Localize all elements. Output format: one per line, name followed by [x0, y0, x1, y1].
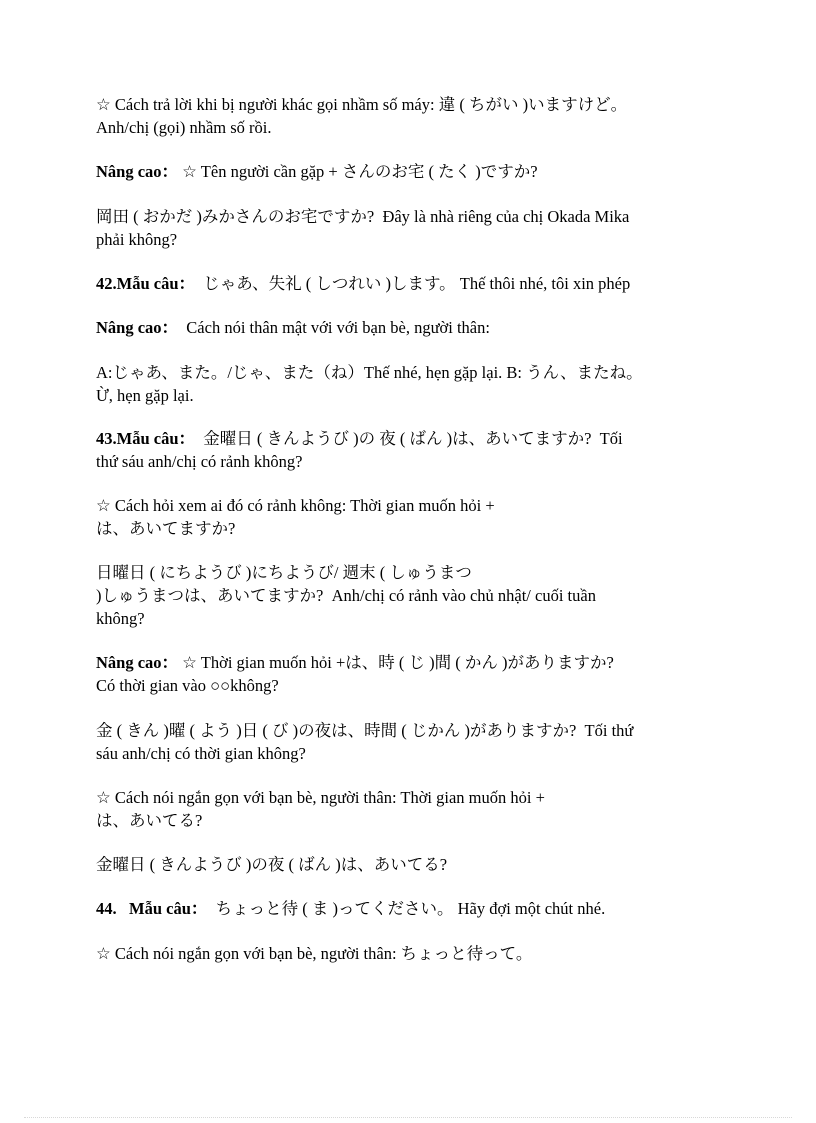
paragraph-casual-wait	[96, 942, 716, 965]
paragraph-lead: Nâng cao：	[96, 318, 179, 337]
page-bottom-divider	[24, 1117, 792, 1118]
paragraph-text: 日曜日 ( にちようび )にちようび/ 週末 ( しゅうまつ )しゅうまつは、あいてますか? Anh/chị có rảnh vào chủ nhật/ cuối tuần không?	[96, 563, 596, 628]
paragraph-dialogue	[96, 361, 716, 407]
paragraph-text: 金曜日 ( きんようび )の 夜 ( ばん )は、あいてますか? Tối thứ sáu anh/chị có rảnh không?	[96, 429, 623, 471]
paragraph-lead: 43.Mẫu câu：	[96, 429, 195, 448]
paragraph-text: ☆ Cách trả lời khi bị người khác gọi nhầm số máy: 違 ( ちがい )いますけど。 Anh/chị (gọi) nhầm số rồi.	[96, 95, 628, 137]
paragraph-wrong-number	[96, 93, 716, 139]
paragraph-text: ☆ Cách nói ngắn gọn với bạn bè, người thân: Thời gian muốn hỏi + は、あいてる?	[96, 788, 545, 830]
paragraph-text: 金曜日 ( きんようび )の夜 ( ばん )は、あいてる?	[96, 855, 448, 874]
paragraph-text: じゃあ、失礼 ( しつれい )します。 Thế thôi nhé, tôi xin phép	[195, 274, 631, 293]
paragraph-pattern-43	[96, 427, 716, 473]
paragraph-lead: 42.Mẫu câu：	[96, 274, 195, 293]
paragraph-text: ☆ Cách nói ngắn gọn với bạn bè, người thân: ちょっと待って。	[96, 944, 533, 963]
paragraph-advanced-2	[96, 316, 716, 339]
paragraph-advanced-1	[96, 160, 716, 183]
paragraph-text: ちょっと待 ( ま )ってください。 Hãy đợi một chút nhé.	[207, 899, 606, 918]
paragraph-text: ☆ Tên người cần gặp + さんのお宅 ( たく )ですか?	[178, 162, 538, 181]
paragraph-text: ☆ Thời gian muốn hỏi +は、時 ( じ )間 ( かん )がありますか? Có thời gian vào ○○không?	[96, 653, 614, 695]
paragraph-lead: Nâng cao：	[96, 653, 179, 672]
paragraph-lead: Nâng cao：	[96, 162, 179, 181]
paragraph-text: ☆ Cách hỏi xem ai đó có rảnh không: Thời gian muốn hỏi + は、あいてますか?	[96, 496, 495, 538]
paragraph-text: Cách nói thân mật với với bạn bè, người thân:	[178, 318, 490, 337]
paragraph-casual-free	[96, 786, 716, 832]
paragraph-text: 岡田 ( おかだ )みかさんのお宅ですか? Đây là nhà riêng của chị Okada Mika phải không?	[96, 207, 630, 249]
paragraph-text: A:じゃあ、また。/じゃ、また（ね）Thế nhé, hẹn gặp lại. B: うん、またね。 Ừ, hẹn gặp lại.	[96, 363, 643, 405]
paragraph-ask-free	[96, 494, 716, 540]
paragraph-pattern-44	[96, 897, 716, 920]
paragraph-example-casual	[96, 853, 716, 876]
paragraph-example-friday	[96, 719, 716, 765]
paragraph-advanced-3	[96, 651, 716, 697]
paragraph-lead: 44. Mẫu câu：	[96, 899, 208, 918]
paragraph-example-sunday	[96, 561, 716, 630]
paragraph-example-okada	[96, 205, 716, 251]
paragraph-text: 金 ( きん )曜 ( よう )日 ( び )の夜は、時間 ( じかん )がありますか? Tối thứ sáu anh/chị có thời gian không?	[96, 721, 634, 763]
paragraph-pattern-42	[96, 272, 716, 295]
